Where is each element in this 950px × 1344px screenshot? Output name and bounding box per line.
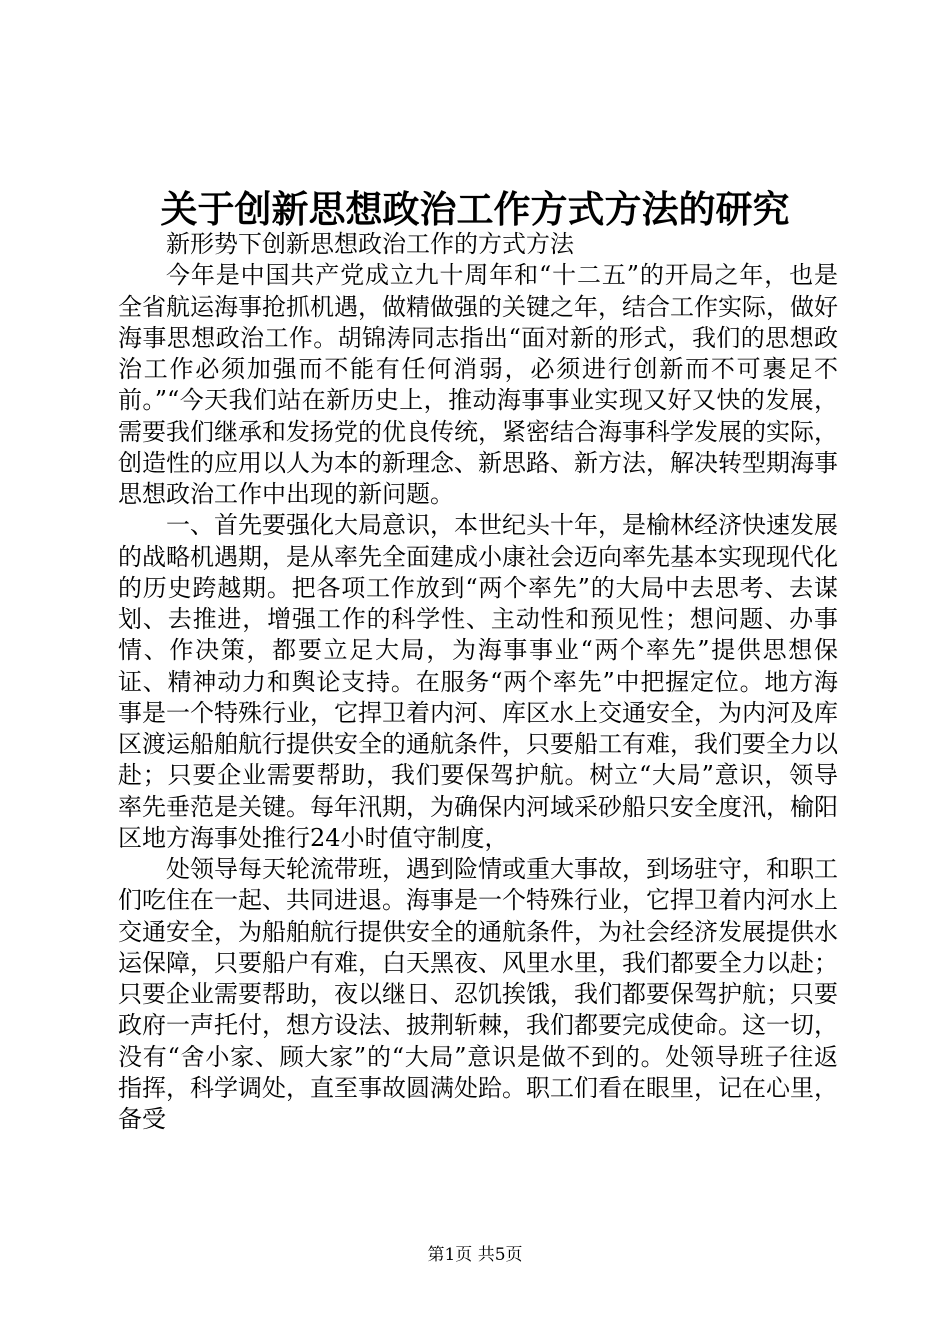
paragraph-3: 处领导每天轮流带班，遇到险情或重大事故，到场驻守，和职工们吃住在一起、共同进退。海事是一个特殊行业，它捍卫着内河水上交通安全，为船舶航行提供安全的通航条件，为社会经济发展提供水运保障，只要船户有难，白天黑夜、风里水里，我们都要全力以赴；只要企业需要帮助，夜以继日、忍饥挨饿，我们都要保驾护航；只要政府一声托付，想方设法、披荆斩棘，我们都要完成使命。这一切，没有“舍小家、顾大家”的“大局”意识是做不到的。处领导班子往返指挥，科学调处，直至事故圆满处跲。职工们看在眼里，记在心里，备受 [118,855,838,1133]
document-body [118,229,838,1135]
paragraph-1: 今年是中国共产党成立九十周年和“十二五”的开局之年，也是全省航运海事抢抓机遇，做精做强的关键之年，结合工作实际，做好海事思想政治工作。胡锦涛同志指出“面对新的形式，我们的思想政治工作必须加强而不能有任何消弱，必须进行创新而不可裹足不前。”“今天我们站在新历史上，推动海事事业实现又好又快的发展，需要我们继承和发扬党的优良传统，紧密结合海事科学发展的实际，创造性的应用以人为本的新理念、新思路、新方法，解决转型期海事思想政治工作中出现的新问题。 [118,261,838,508]
page-footer: 第1页 共5页 [427,1245,523,1265]
subtitle: 新形势下创新思想政治工作的方式方法 [166,230,574,258]
document-title: 关于创新思想政治工作方式方法的研究 [160,187,790,231]
paragraph-2: 一、首先要强化大局意识，本世纪头十年，是榆林经济快速发展的战略机遇期，是从率先全面建成小康社会迈向率先基本实现现代化的历史跨越期。把各项工作放到“两个率先”的大局中去思考、去谋划、去推进，增强工作的科学性、主动性和预见性；想问题、办事情、作决策，都要立足大局，为海事事业“两个率先”提供思想保证、精神动力和舆论支持。在服务“两个率先”中把握定位。地方海事是一个特殊行业，它捍卫着内河、库区水上交通安全，为内河及库区渡运船舶航行提供安全的通航条件，只要船工有难，我们要全力以赴；只要企业需要帮助，我们要保驾护航。树立“大局”意识，领导率先垂范是关键。每年汛期，为确保内河域采砂船只安全度汛，榆阳区地方海事处推行24小时值守制度， [118,511,838,852]
